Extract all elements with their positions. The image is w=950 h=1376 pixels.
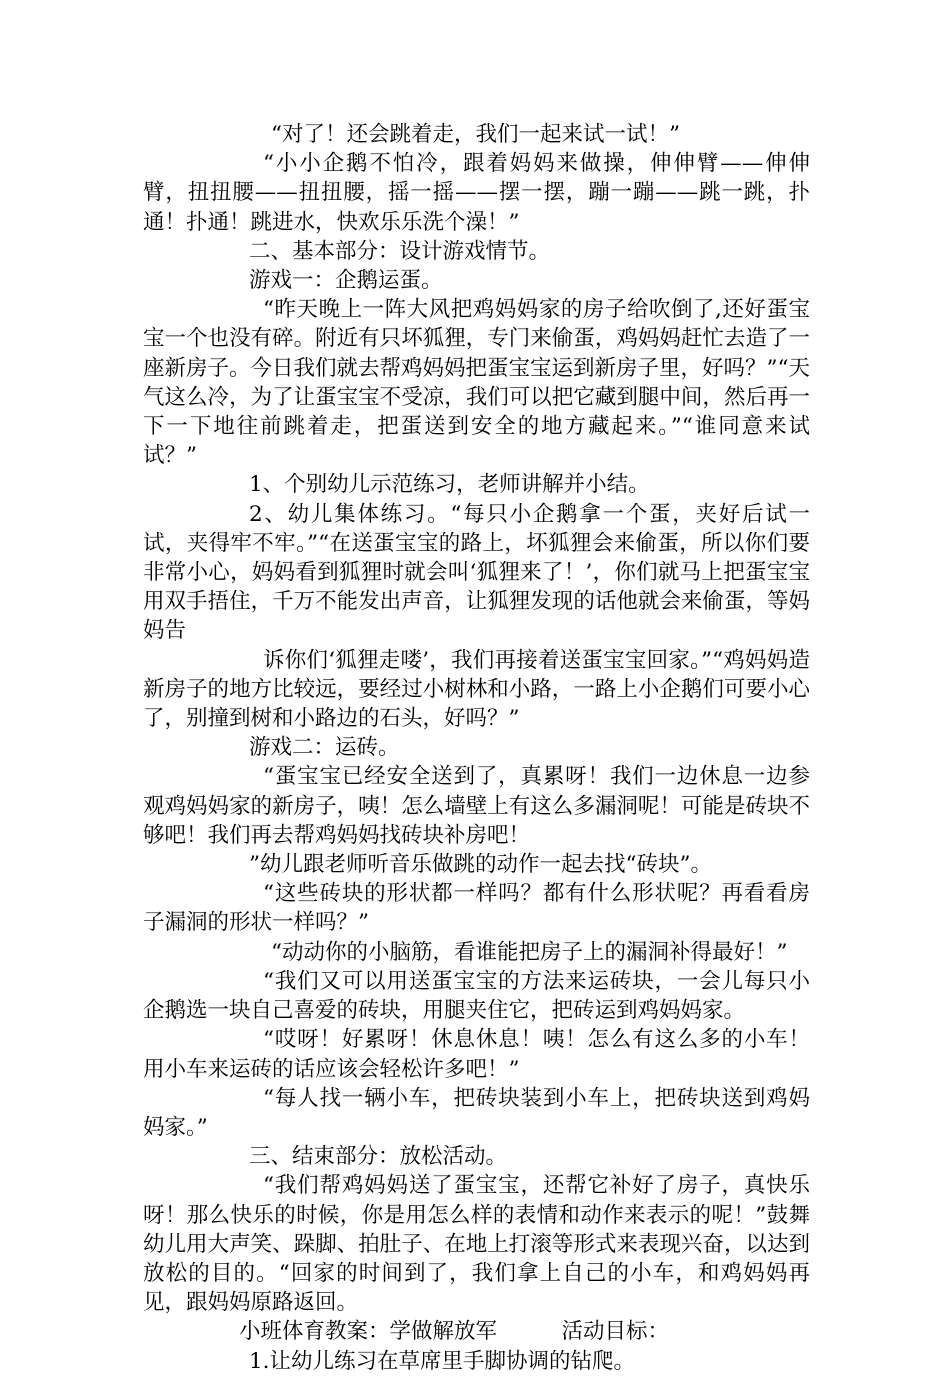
lesson-title: 小班体育教案：学做解放军 活动目标： (239, 1319, 670, 1345)
paragraph: “这些砖块的形状都一样吗？都有什么形状呢？再看看房子漏洞的形状一样吗？” (143, 881, 810, 936)
paragraph: “对了！还会跳着走，我们一起来试一试！” (271, 122, 680, 147)
list-item: 1.让幼儿练习在草席里手脚协调的钻爬。 (249, 1348, 636, 1374)
game-heading: 游戏一：企鹅运蛋。 (249, 268, 443, 294)
list-item: 1、个别幼儿示范练习，老师讲解并小结。 (249, 472, 650, 498)
paragraph: “哎呀！好累呀！休息休息！咦！怎么有这么多的小车！用小车来运砖的话应该会轻松许多吧！” (143, 1027, 810, 1082)
section-heading: 三、结束部分：放松活动。 (249, 1144, 508, 1170)
list-item: 2、幼儿集体练习。“每只小企鹅拿一个蛋，夹好后试一试，夹得牢不牢。”“在送蛋宝宝的路上，坏狐狸会来偷蛋，所以你们要非常小心，妈妈看到狐狸时就会叫‘狐狸来了！’，你们就马上把蛋宝宝用双手捂住，千万不能发出声音，让狐狸发现的话他就会来偷蛋，等妈妈告 (143, 501, 810, 644)
game-heading: 游戏二：运砖。 (249, 735, 400, 761)
paragraph: “每人找一辆小车，把砖块装到小车上，把砖块送到鸡妈妈家。” (143, 1085, 810, 1140)
paragraph: “昨天晚上一阵大风把鸡妈妈家的房子给吹倒了,还好蛋宝宝一个也没有碎。附近有只坏狐狸，专门来偷蛋，鸡妈妈赶忙去造了一座新房子。今日我们就去帮鸡妈妈把蛋宝宝运到新房子里，好吗？”“天气这么冷，为了让蛋宝宝不受凉，我们可以把它藏到腿中间，然后再一下一下地往前跳着走，把蛋送到安全的地方藏起来。”“谁同意来试试？” (143, 297, 810, 469)
paragraph: “蛋宝宝已经安全送到了，真累呀！我们一边休息一边参观鸡妈妈家的新房子，咦！怎么墙壁上有这么多漏洞呢！可能是砖块不够吧！我们再去帮鸡妈妈找砖块补房吧！ (143, 764, 810, 848)
paragraph: “我们帮鸡妈妈送了蛋宝宝，还帮它补好了房子，真快乐呀！那么快乐的时候，你是用怎么样的表情和动作来表示的呢！”鼓舞幼儿用大声笑、跺脚、拍肚子、在地上打滚等形式来表现兴奋，以达到放松的目的。“回家的时间到了，我们拿上自己的小车，和鸡妈妈再见，跟妈妈原路返回。 (143, 1173, 810, 1316)
paragraph: “我们又可以用送蛋宝宝的方法来运砖块，一会儿每只小企鹅选一块自己喜爱的砖块，用腿夹住它，把砖运到鸡妈妈家。 (143, 968, 810, 1024)
paragraph: ”幼儿跟老师听音乐做跳的动作一起去找“砖块”。 (249, 852, 712, 878)
section-heading: 二、基本部分：设计游戏情节。 (249, 238, 551, 264)
paragraph: “动动你的小脑筋，看谁能把房子上的漏洞补得最好！” (271, 939, 788, 965)
document-page (143, 120, 810, 1376)
paragraph: “小小企鹅不怕冷，跟着妈妈来做操，伸伸臂——伸伸臂，扭扭腰——扭扭腰，摇一摇——摆一摆，蹦一蹦——跳一跳，扑通！扑通！跳进水，快欢乐乐洗个澡！” (143, 151, 810, 235)
paragraph: 诉你们‘狐狸走喽’，我们再接着送蛋宝宝回家。”“鸡妈妈造新房子的地方比较远，要经过小树林和小路，一路上小企鹅们可要小心了，别撞到树和小路边的石头，好吗？” (143, 647, 810, 732)
